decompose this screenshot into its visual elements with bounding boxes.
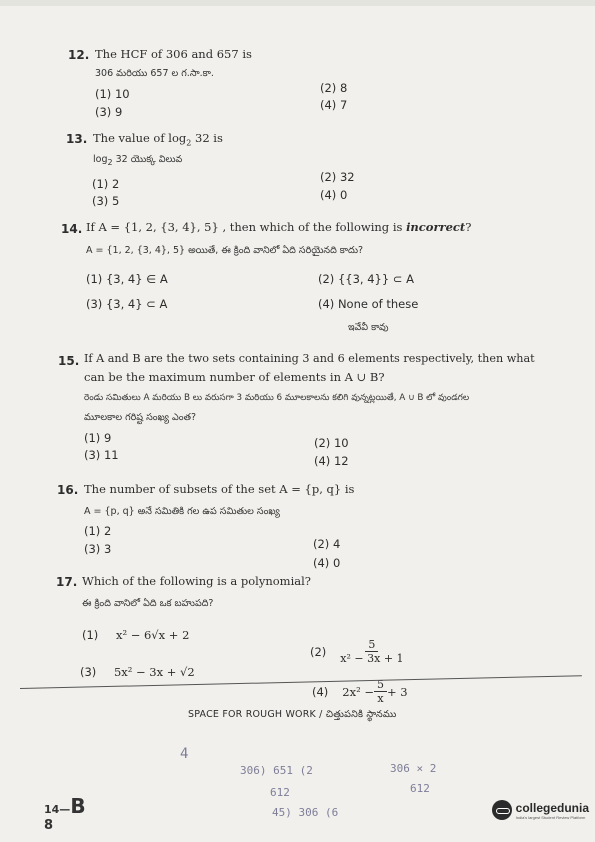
option-expression: 2x² − $\frac{5}{x}$ + 3 xyxy=(342,678,408,705)
question-number: 12. xyxy=(68,48,90,62)
option-4: (4) 0 xyxy=(313,556,341,570)
option-1: (1) 2 xyxy=(84,524,112,538)
handwritten-note: 306) 651 (2 xyxy=(240,764,313,777)
handwritten-note: 45) 306 (6 xyxy=(272,806,339,819)
question-text-telugu-line-2: మూలకాల గరిష్ట సంఖ్య ఎంత? xyxy=(84,412,197,423)
option-4: (4) 0 xyxy=(320,188,348,202)
option-label: (4) xyxy=(312,685,329,699)
question-text: The number of subsets of the set A = {p, q} is xyxy=(84,482,355,496)
question-text-telugu: A = {1, 2, {3, 4}, 5} అయితే, ఈ క్రింది వానిలో ఏది సరియైనది కాదు? xyxy=(86,245,364,256)
rough-work-title: SPACE FOR ROUGH WORK / చిత్తుపనికి స్థానము xyxy=(188,709,397,720)
option-3: (3) 9 xyxy=(95,105,123,119)
question-text-telugu: $\log_2 32$ యొక్క విలువ xyxy=(93,154,183,167)
option-1: (1) 9 xyxy=(84,431,112,445)
option-4: (4) None of these xyxy=(318,297,419,311)
question-text: The HCF of 306 and 657 is xyxy=(95,47,252,61)
option-fraction xyxy=(340,638,403,666)
option-3 xyxy=(80,665,195,679)
handwritten-note: 4 xyxy=(180,746,189,762)
question-number: 15. xyxy=(58,354,80,368)
page-number: 8 xyxy=(44,818,54,833)
question-text-telugu-line-1: రెండు సమితులు A మరియు B లు వరుసగా 3 మరియు 6 మూలకాలను కలిగి వున్నట్లయితే, A ∪ B లో వుండగల xyxy=(84,393,470,403)
option-3: (3) 11 xyxy=(84,448,119,462)
option-expression: x² − 6√x + 2 xyxy=(115,628,190,642)
option-label: (2) xyxy=(310,645,327,659)
handwritten-note: 612 xyxy=(270,786,290,799)
option-1: (1) 2 xyxy=(92,177,120,191)
option-label: (1) xyxy=(82,628,99,642)
option-4: (4) 12 xyxy=(314,454,349,468)
logo-text-block xyxy=(516,801,589,820)
question-text-telugu: ఈ క్రింది వానిలో ఏది ఒక బహుపది? xyxy=(82,598,214,609)
question-text-line-2: can be the maximum number of elements in A ∪ B? xyxy=(84,370,385,384)
option-4-telugu: ఇవేవీ కావు xyxy=(348,322,389,333)
option-2: (2) 4 xyxy=(313,537,341,551)
option-4 xyxy=(312,678,408,706)
exam-page xyxy=(0,6,595,842)
option-label: (3) xyxy=(80,665,97,679)
booklet-code: 14—B xyxy=(44,794,86,818)
option-fraction: $\frac{5}{x}$ xyxy=(374,678,387,706)
option-2: (2) 32 xyxy=(320,170,355,184)
option-3: (3) 3 xyxy=(84,542,112,556)
question-text-telugu: 306 మరియు 657 ల గ.సా.కా. xyxy=(95,68,214,79)
collegedunia-logo xyxy=(492,800,589,820)
handwritten-note: 612 xyxy=(410,782,430,795)
logo-name: collegedunia xyxy=(515,800,589,815)
handwritten-note: 306 × 2 xyxy=(390,762,437,775)
option-2 xyxy=(310,638,404,666)
fraction-denominator: x² − 3x + 1 xyxy=(340,652,404,665)
question-number: 17. xyxy=(56,575,78,589)
question-text-telugu: A = {p, q} అనే సమితికి గల ఉప సమితుల సంఖ్య xyxy=(84,506,280,517)
logo-tagline: India's largest Student Review Platform xyxy=(515,814,586,820)
question-text-line-1: If A and B are the two sets containing 3 and 6 elements respectively, then what xyxy=(84,352,535,365)
option-2: (2) 8 xyxy=(320,81,348,95)
mascot-icon xyxy=(492,800,512,820)
option-1: (1) {3, 4} ∈ A xyxy=(86,272,168,286)
option-2: (2) {{3, 4}} ⊂ A xyxy=(318,272,414,286)
option-4: (4) 7 xyxy=(320,98,348,112)
question-text: The value of $\log_2 32$ is xyxy=(93,131,223,148)
question-number: 14. xyxy=(61,222,83,236)
option-3: (3) {3, 4} ⊂ A xyxy=(86,297,168,311)
option-expression: 5x² − 3x + √2 xyxy=(113,665,195,679)
question-number: 16. xyxy=(57,483,79,497)
question-number: 13. xyxy=(66,132,88,146)
option-1 xyxy=(82,628,189,642)
option-3: (3) 5 xyxy=(92,194,120,208)
question-text: Which of the following is a polynomial? xyxy=(82,574,311,588)
option-1: (1) 10 xyxy=(95,87,130,101)
option-2: (2) 10 xyxy=(314,436,349,450)
fraction-numerator: 5 xyxy=(365,638,378,652)
question-text: If A = {1, 2, {3, 4}, 5} , then which of the following is incorrect? xyxy=(86,220,472,234)
